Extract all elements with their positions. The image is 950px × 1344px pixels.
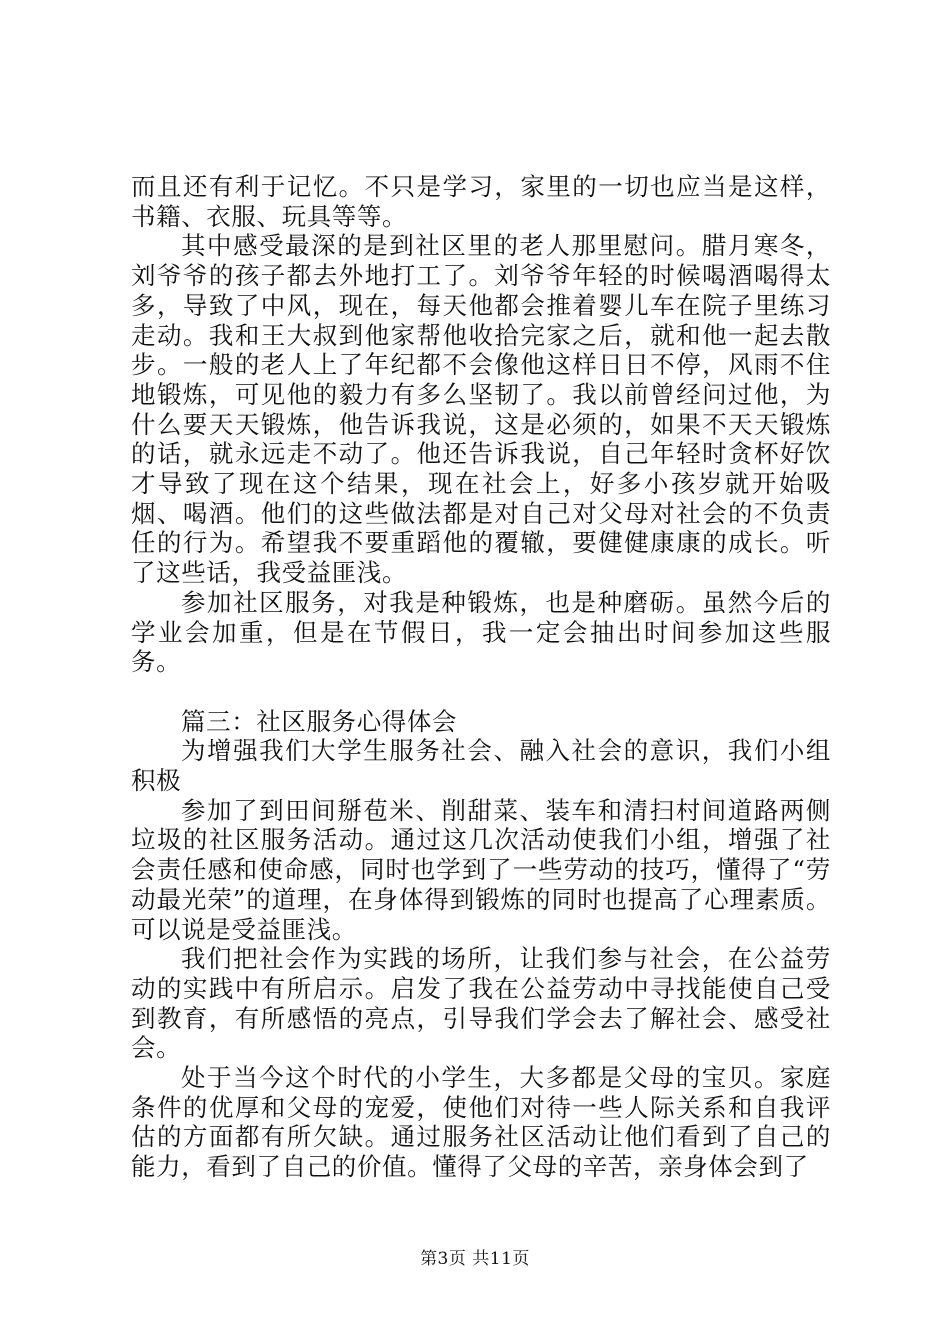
page-footer: 第3页 共11页 — [420, 1249, 530, 1269]
section-heading: 篇三：社区服务心得体会 — [181, 706, 458, 736]
document-body — [131, 172, 831, 1182]
paragraph-service-reflection: 参加社区服务，对我是种锻炼，也是种磨砺。虽然今后的学业会加重，但是在节假日，我一定会抽出时间参加这些服务。 — [131, 587, 831, 677]
paragraph-continued: 而且还有利于记忆。不只是学习，家里的一切也应当是这样，书籍、衣服、玩具等等。 — [131, 172, 831, 231]
paragraph-activities: 参加了到田间掰苞米、削甜菜、装车和清扫村间道路两侧垃圾的社区服务活动。通过这几次活动使我们小组，增强了社会责任感和使命感，同时也学到了一些劳动的技巧，懂得了“劳动最光荣”的道理，在身体得到锻炼的同时也提高了心理素质。可以说是受益匪浅。 — [131, 795, 831, 944]
paragraph-practice: 我们把社会作为实践的场所，让我们参与社会，在公益劳动的实践中有所启示。启发了我在公益劳动中寻找能使自己受到教育，有所感悟的亮点，引导我们学会去了解社会、感受社会。 — [131, 944, 831, 1063]
paragraph-students: 处于当今这个时代的小学生，大多都是父母的宝贝。家庭条件的优厚和父母的宠爱，使他们对待一些人际关系和自我评估的方面都有所欠缺。通过服务社区活动让他们看到了自己的能力，看到了自己的价值。懂得了父母的辛苦，亲身体会到了 — [131, 1063, 831, 1182]
paragraph-intro: 为增强我们大学生服务社会、融入社会的意识，我们小组积极 — [131, 736, 831, 796]
paragraph-visit-elder: 其中感受最深的是到社区里的老人那里慰问。腊月寒冬，刘爷爷的孩子都去外地打工了。刘爷爷年轻的时候喝酒喝得太多，导致了中风，现在，每天他都会推着婴儿车在院子里练习走动。我和王大叔到他家帮他收拾完家之后，就和他一起去散步。一般的老人上了年纪都不会像他这样日日不停，风雨不住地锻炼，可见他的毅力有多么坚韧了。我以前曾经问过他，为什么要天天锻炼，他告诉我说，这是必须的，如果不天天锻炼的话，就永远走不动了。他还告诉我说，自己年轻时贪杯好饮才导致了现在这个结果，现在社会上，好多小孩岁就开始吸烟、喝酒。他们的这些做法都是对自己对父母对社会的不负责任的行为。希望我不要重蹈他的覆辙，要健健康康的成长。听了这些话，我受益匪浅。 — [131, 231, 831, 588]
